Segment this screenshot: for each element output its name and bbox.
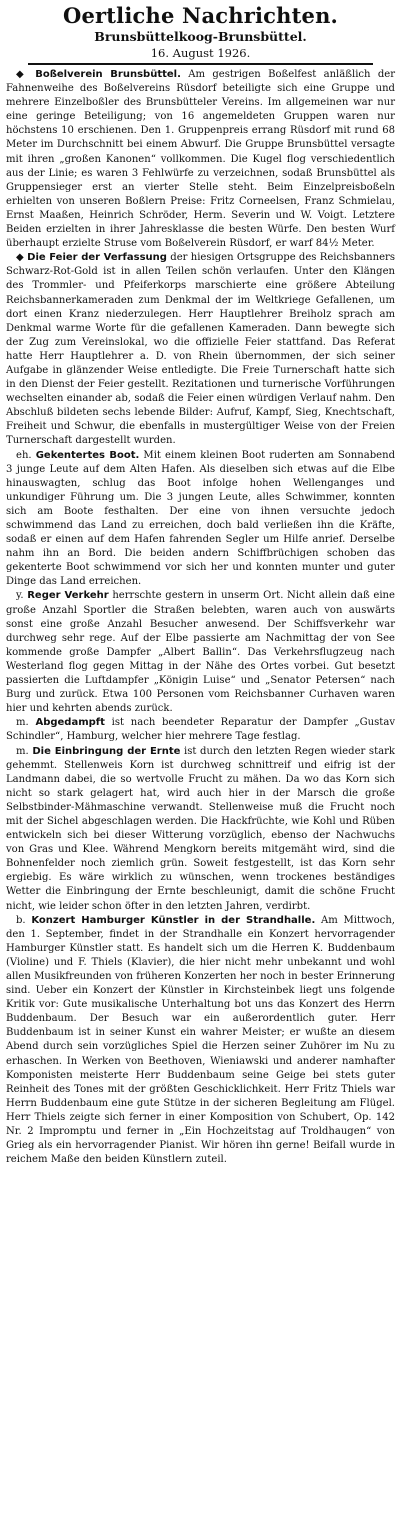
article-body: der hiesigen Ortsgruppe des Reichsbanners Schwarz-Rot-Gold ist in allen Teilen schön verlaufen. Unter den Klängen des Trommler- und Pfeiferkorps marschierte eine größere Abteilung Reichsbannerkameraden zum Denkmal der im Weltkriege Gefallenen, um dort einen Kranz niederzulegen. Herr Hauptlehrer Breiholz sprach am Denkmal warme Worte für die gefallenen Kameraden. Dann bewegte sich der Zug zum Vereinslokal, wo die offizielle Feier stattfand. Das Referat hatte Herr Hauptlehrer a. D. von Rhein übernommen, der sich seiner Aufgabe in glänzender Weise entledigte. Die Freie Turnerschaft hatte sich in den Dienst der Feier gestellt. Rezitationen und turnerische Vorführungen wechselten einander ab, sodaß die Feier einen würdigen Verlauf nahm. Den Abschluß bildeten sechs lebende Bilder: Aufruf, Kampf, Sieg, Knechtschaft, Freiheit und Schwur, die ebenfalls in mustergültiger Weise von der Freien Turnerschaft dargestellt wurden. — [6, 252, 396, 447]
article-body: Am gestrigen Boßelfest anläßlich der Fahnenweihe des Boßelvereins Rüsdorf beteiligte sich eine Gruppe und mehrere Einzelboßler des Brunsbütteler Vereins. Im allgemeinen war nur eine geringe Beteiligung; von 16 angemeldeten Gruppen waren nur höchstens 10 erschienen. Den 1. Gruppenpreis errang Rüsdorf mit rund 68 Meter im Durchschnitt bei einem Abwurf. Die Gruppe Brunsbüttel versagte mit ihren „großen Kanonen“ vollkommen. Die Kugel flog verschiedentlich aus der Linie; es waren 3 Fehlwürfe zu verzeichnen, sodaß Brunsbüttel als Gruppensieger erst an vierter Stelle steht. Beim Einzelpreisboßeln erhielten von unseren Boßlern Preise: Fritz Corneelsen, Franz Schmielau, Ernst Maaßen, Heinrich Schröder, Herm. Severin und W. Voigt. Letztere Beiden erzielten in ihrer Jahresklasse die besten Würfe. Den besten Wurf überhaupt erzielte Struse vom Boßelverein Rüsdorf, er warf 84½ Meter. — [6, 69, 396, 250]
article-verfassungsfeier — [6, 251, 395, 448]
article-author-mark: eh. — [16, 449, 32, 461]
diamond-icon: ◆ — [16, 252, 24, 264]
article-author-mark: m. — [16, 717, 29, 729]
article-reger-verkehr — [6, 589, 395, 716]
dateline: 16. August 1926. — [150, 46, 251, 60]
section-title: Oertliche Nachrichten. — [62, 3, 339, 28]
article-author-mark: b. — [16, 914, 26, 926]
article-konzert — [6, 914, 395, 1168]
diamond-icon: ◆ — [16, 69, 28, 80]
article-body: ist durch den letzten Regen wieder stark gehemmt. Stellenweis Korn ist durchweg schnittreif und eifrig ist der Landmann dabei, die so wertvolle Frucht zu mähen. Da wo das Korn sich nicht so stark gelagert hat, wird auch hier in der Marsch die große Selbstbinder-Mähmaschine verwandt. Stellenweise muß die Frucht noch mit der Sichel abgeschlagen werden. Die Hackfrüchte, wie Kohl und Rüben entwickeln sich bei dieser Witterung vorzüglich, ebenso der Nachwuchs von Gras und Klee. Während Mengkorn bereits mitgemäht wird, sind die Bohnenfelder noch ziemlich grün. Soweit festgestellt, ist das Korn sehr ergiebig. Es wäre wirklich zu wünschen, wenn trockenes beständiges Wetter die Einbringung der Ernte beschleunigt, damit die schöne Frucht nicht, wie leider schon öfter in den letzten Jahren, verdirbt. — [6, 745, 395, 912]
article-ernte — [6, 745, 395, 914]
article-author-mark: y. — [16, 590, 24, 602]
article-body: Am Mittwoch, den 1. September, findet in der Strandhalle ein Konzert hervorragender Hamburger Künstler statt. Es handelt sich um die Herren K. Buddenbaum (Violine) und F. Thiels (Klavier), die hier nicht mehr unbekannt und wohl allen Musikfreunden von früheren Konzerten her noch in bester Erinnerung sind. Ueber ein Konzert der Künstler in Kirchsteinbek liegt uns folgende Kritik vor: Gute musikalische Unterhaltung bot uns das Konzert des Herrn Buddenbaum. Der Besuch war ein außerordentlich guter. Herr Buddenbaum ist in seiner Kunst ein wahrer Meister; er wußte an diesem Abend durch sein vorzügliches Spiel die Herzen seiner Zuhörer im Nu zu erhaschen. In Werken von Beethoven, Wieniawski und anderer namhafter Komponisten meisterte Herr Buddenbaum seine Geige bei stets guter Reinheit des Tones mit der größten Geschicklichkeit. Herr Fritz Thiels war Herrn Buddenbaum eine gute Stütze in der sicheren Begleitung am Flügel. Herr Thiels zeigte sich ferner in einer Komposition von Schubert, Op. 142 Nr. 2 Impromptu und ferner in „Ein Hochzeitstag auf Troldhaugen“ von Grieg als ein hervorragender Pianist. Wir hören ihn gerne! Beifall wurde in reichem Maße den beiden Künstlern zuteil. — [6, 914, 396, 1166]
article-body: herrschte gestern in unserm Ort. Nicht allein daß eine große Anzahl Sportler die Straßen belebten, waren auch von auswärts sonst eine große Anzahl Besucher anwesend. Der Schiffsverkehr war durchweg sehr rege. Auf der Elbe passierte am Nachmittag der von See kommende große Dampfer „Albert Ballin“. Das Verkehrsflugzeug nach Westerland flog gegen Mittag in der Nähe des Ortes vorbei. Gut besetzt passierten die Luftdampfer „Königin Luise“ und „Senator Petersen“ nach Burg und zurück. Etwa 100 Personen vom Reichsbanner Curhaven waren hier und kehrten abends zurück. — [6, 590, 395, 715]
article-headline: Die Feier der Verfassung — [27, 252, 167, 264]
article-headline: Die Einbringung der Ernte — [32, 745, 181, 757]
article-headline: Boßelverein Brunsbüttel. — [35, 69, 181, 80]
article-headline: Reger Verkehr — [27, 590, 109, 602]
article-gekentertes-boot — [6, 449, 395, 590]
article-author-mark: m. — [16, 745, 29, 757]
article-body: ist nach beendeter Reparatur der Dampfer „Gustav Schindler“, Hamburg, welcher hier mehrere Tage festlag. — [6, 717, 396, 743]
article-headline: Gekentertes Boot. — [35, 449, 140, 461]
article-headline: Konzert Hamburger Künstler in der Strandhalle. — [31, 914, 316, 926]
divider-rule — [28, 63, 373, 65]
article-body: Mit einem kleinen Boot ruderten am Sonnabend 3 junge Leute auf dem Alten Hafen. Als dieselben sich etwas auf die Elbe hinauswagten, schlug das Boot infolge hohen Wellenganges und unkundiger Führung um. Die 3 jungen Leute, alles Schwimmer, konnten sich am Boote festhalten. Der eine von ihnen versuchte jedoch schwimmend das Land zu erreichen, doch bald verließen ihn die Kräfte, sodaß er einen auf dem Hafen fahrenden Segler um Hilfe anrief. Derselbe nahm ihn an Bord. Die beiden andern Schiffbrüchigen schoben das gekenterte Boot schwimmend vor sich her und konnten munter und guter Dinge das Land erreichen. — [6, 449, 395, 588]
masthead — [6, 4, 395, 65]
section-subtitle: Brunsbüttelkoog-Brunsbüttel. — [94, 29, 307, 44]
article-headline: Abgedampft — [35, 717, 105, 729]
article-abgedampft — [6, 716, 395, 744]
article-bosselverein — [6, 68, 395, 251]
